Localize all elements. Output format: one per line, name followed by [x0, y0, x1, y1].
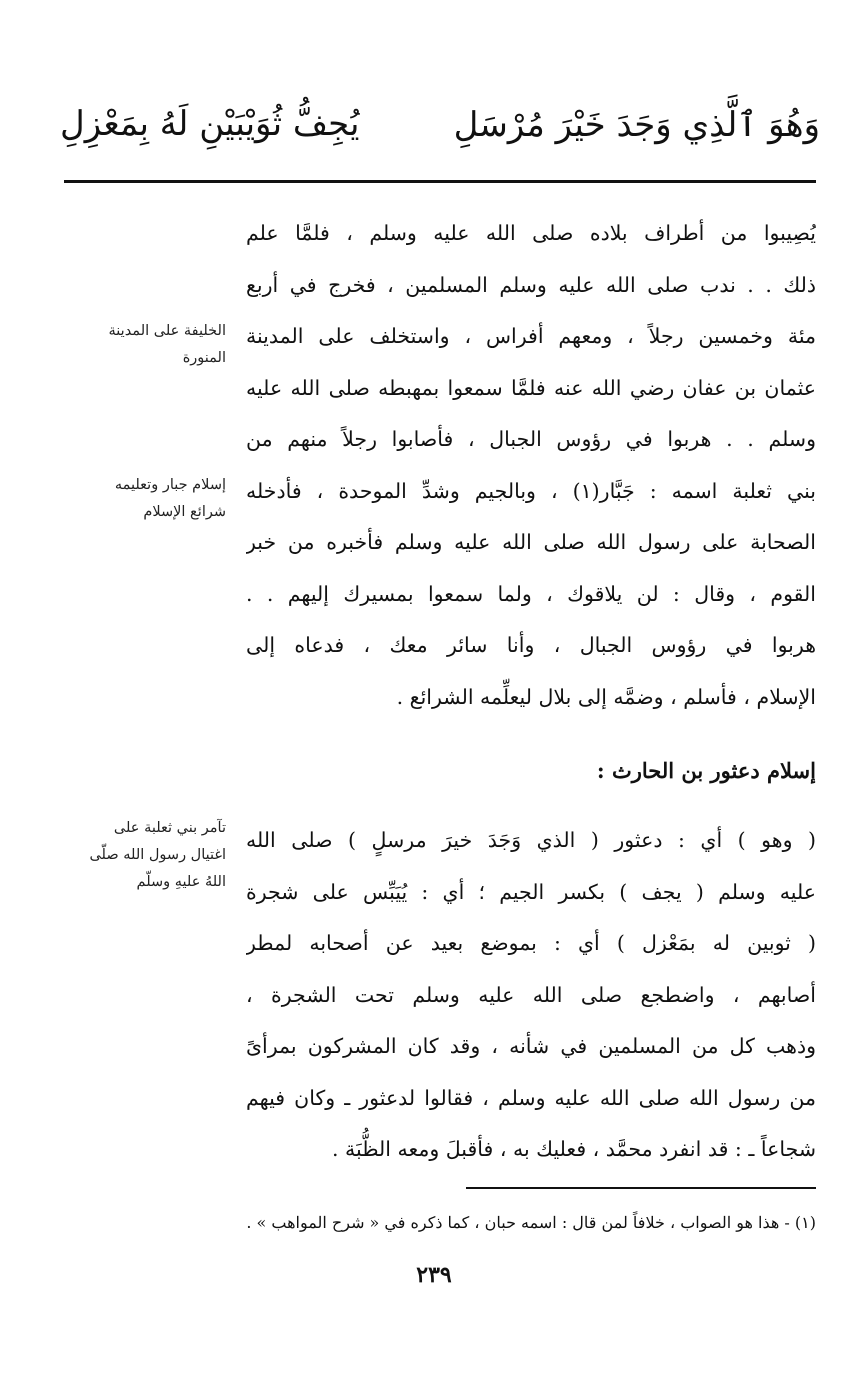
text-line: ( وهو ) أي : دعثور ( الذي وَجَدَ خيرَ مرسلٍ ) صلى الله: [246, 828, 816, 852]
text-line: أصابهم ، واضطجع صلى الله عليه وسلم تحت الشجرة ،: [246, 982, 816, 1007]
footnote-rule: [466, 1187, 816, 1189]
text-line: عثمان بن عفان رضي الله عنه فلمَّا سمعوا بمهبطه صلى الله عليه: [246, 375, 816, 400]
page-number: ٢٣٩: [416, 1262, 452, 1288]
margin-note-line: تآمر بني ثعلبة على: [113, 820, 226, 836]
footnote: (١) - هذا هو الصواب ، خلافاً لمن قال : اسمه حبان ، كما ذكره في « شرح المواهب » .: [246, 1213, 816, 1232]
text-line: من رسول الله صلى الله عليه وسلم ، فقالوا لدعثور ـ وكان فيهم: [246, 1085, 816, 1110]
margin-note-line: الخليفة على المدينة: [108, 323, 226, 339]
text-line: هربوا في رؤوس الجبال ، وأنا سائر معك ، فدعاه إلى: [246, 633, 816, 657]
margin-note-line: اغتيال رسول الله صلّى: [89, 847, 226, 863]
text-line: وسلم . . هربوا في رؤوس الجبال ، فأصابوا رجلاً منهم من: [246, 427, 816, 451]
verse-header: [60, 92, 820, 156]
text-line: وذهب كل من المسلمين في شأنه ، وقد كان المشركون بمرأىً: [246, 1034, 816, 1058]
verse-second-hemistich: يُجِفُّ ثُوَيْبَيْنِ لَهُ بِمَعْزِلِ: [60, 104, 360, 144]
margin-note-jabbar: [56, 472, 226, 526]
text-line: الصحابة على رسول الله صلى الله عليه وسلم فأخبره من خبر: [246, 530, 816, 554]
margin-note-conspiracy: [56, 815, 226, 896]
margin-note-caliph: [56, 318, 226, 372]
text-line: ( ثوبين له بمَعْزل ) أي : بموضع بعيد عن أصحابه لمطر: [246, 931, 816, 955]
margin-note-line: شرائع الإسلام: [143, 504, 226, 520]
margin-note-line: اللهُ عليهِ وسلّم: [136, 874, 226, 890]
text-line: يُصِيبوا من أطراف بلاده صلى الله عليه وسلم ، فلمَّا علم: [246, 221, 816, 245]
text-line: القوم ، وقال : لن يلاقوك ، ولما سمعوا بمسيرك إليهم . .: [246, 581, 816, 606]
margin-note-line: المنورة: [182, 350, 226, 366]
section-title: إسلام دعثور بن الحارث :: [596, 758, 816, 783]
text-line: شجاعاً ـ : قد انفرد محمَّد ، فعليك به ، فأقبلَ ومعه الظُّبَة .: [332, 1137, 816, 1161]
verse-first-hemistich: وَهُوَ ٱلَّذِي وَجَدَ خَيْرَ مُرْسَلِ: [453, 104, 820, 145]
text-line: مئة وخمسين رجلاً ، ومعهم أفراس ، واستخلف على المدينة: [246, 324, 816, 348]
paragraph-2: [246, 815, 816, 1176]
header-rule: [64, 180, 816, 183]
text-line: ذلك . . ندب صلى الله عليه وسلم المسلمين ، فخرج في أربع: [246, 272, 816, 297]
text-line: الإسلام ، فأسلم ، وضمَّه إلى بلال ليعلِّمه الشرائع .: [396, 684, 816, 709]
margin-note-line: إسلام جبار وتعليمه: [114, 477, 226, 493]
text-line: عليه وسلم ( يجف ) بكسر الجيم ؛ أي : يُيَبِّس على شجرة: [246, 879, 816, 904]
paragraph-1: [246, 208, 816, 723]
text-line: بني ثعلبة اسمه : جَبَّار(١) ، وبالجيم وشدِّ الموحدة ، فأدخله: [246, 478, 816, 503]
